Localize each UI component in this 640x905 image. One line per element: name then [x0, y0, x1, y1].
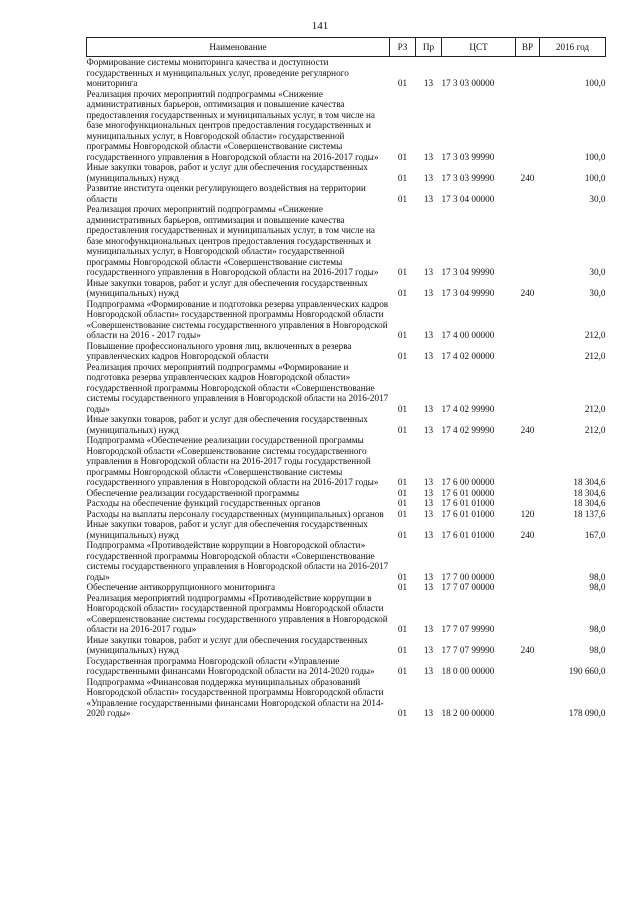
row-vr: 120 — [520, 508, 535, 519]
row-rz: 01 — [397, 151, 408, 162]
table-row — [87, 89, 606, 163]
row-pr: 13 — [423, 288, 434, 298]
row-rz: 01 — [397, 508, 408, 519]
row-name: Иные закупки товаров, работ и услуг для обеспечения государственных (муниципальных) нужд — [86, 519, 368, 540]
row-vr — [516, 341, 540, 362]
row-vr — [516, 677, 540, 719]
row-rz: 01 — [397, 172, 408, 183]
table-row — [87, 635, 606, 656]
row-cst: 17 4 02 99990 — [441, 424, 495, 435]
row-pr: 13 — [423, 529, 434, 540]
row-vr: 240 — [520, 529, 535, 540]
row-vr — [516, 540, 540, 582]
row-name: Иные закупки товаров, работ и услуг для обеспечения государственных (муниципальных) нужд — [86, 414, 368, 435]
row-vr — [516, 656, 540, 677]
row-vr — [516, 204, 540, 278]
table-row — [87, 498, 606, 509]
row-amount: 98,0 — [589, 582, 606, 592]
row-cst: 17 6 01 01000 — [441, 508, 495, 519]
row-cst: 17 4 02 99990 — [441, 403, 495, 414]
row-amount: 212,0 — [584, 330, 606, 340]
row-pr: 13 — [423, 582, 434, 592]
row-amount: 212,0 — [584, 403, 606, 414]
row-vr — [516, 57, 540, 89]
page-number: 141 — [311, 20, 329, 32]
row-name: Реализация прочих мероприятий подпрограммы «Формирование и подготовка резерва управленческих кадров Новгородской области» государственной программы Новгородской области «Совершенствование системы государственного управления в Новгородской области на 2016-2017 годы» — [86, 361, 389, 414]
table-body — [87, 57, 606, 719]
row-rz: 01 — [397, 403, 408, 414]
header-rz: РЗ — [390, 38, 416, 57]
row-vr — [516, 183, 540, 204]
row-cst: 17 3 04 99990 — [441, 267, 495, 277]
row-name: Формирование системы мониторинга качества и доступности государственных и муниципальных услуг, проведение регулярного мониторинга — [86, 57, 349, 88]
table-row — [87, 435, 606, 488]
row-cst: 17 3 03 99990 — [441, 151, 495, 162]
row-cst: 17 7 07 99990 — [441, 645, 495, 655]
table-row — [87, 540, 606, 582]
table-row — [87, 162, 606, 183]
row-rz: 01 — [397, 424, 408, 435]
row-amount: 30,0 — [589, 288, 606, 298]
row-name: Повышение профессионального уровня лиц, включенных в резерва управленческих кадров Новгородской области — [86, 340, 352, 361]
row-cst: 17 4 02 00000 — [441, 351, 495, 361]
row-name: Развитие института оценки регулирующего воздействия на территории области — [86, 183, 366, 204]
table-row — [87, 677, 606, 719]
row-cst: 17 3 04 00000 — [441, 193, 495, 204]
row-rz: 01 — [397, 288, 408, 298]
row-name: Иные закупки товаров, работ и услуг для обеспечения государственных (муниципальных) нужд — [86, 634, 368, 655]
row-pr: 13 — [423, 624, 434, 634]
table-header — [87, 38, 606, 57]
row-rz: 01 — [397, 708, 408, 718]
row-pr: 13 — [423, 508, 434, 519]
row-rz: 01 — [397, 624, 408, 634]
header-cst: ЦСТ — [442, 38, 516, 57]
row-amount: 100,0 — [584, 172, 606, 183]
row-vr — [516, 299, 540, 341]
table-row — [87, 299, 606, 341]
row-rz: 01 — [397, 645, 408, 655]
table-row — [87, 341, 606, 362]
table-row — [87, 656, 606, 677]
row-name: Подпрограмма «Противодействие коррупции в Новгородской области» государственной программы Новгородской области «Совершенствование системы государственного управления в Новгородской области на 2016-2017 годы» — [86, 540, 389, 582]
table-row — [87, 488, 606, 499]
row-vr — [516, 362, 540, 415]
table-row — [87, 204, 606, 278]
row-vr: 240 — [520, 172, 535, 183]
row-name: Реализация мероприятий подпрограммы «Противодействие коррупции в Новгородской области» государственной программы Новгородской области «Совершенствование системы государственного управления в Новгородской области на 2016-2017 годы» — [86, 592, 388, 634]
row-name: Государственная программа Новгородской области «Управление государственными финансами Новгородской области на 2014-2020 годы» — [86, 655, 375, 676]
row-rz: 01 — [397, 330, 408, 340]
row-rz: 01 — [397, 267, 408, 277]
budget-table — [86, 37, 606, 719]
row-pr: 13 — [423, 403, 434, 414]
row-amount: 178 090,0 — [568, 708, 606, 718]
row-name: Обеспечение антикоррупционного мониторинга — [86, 582, 276, 592]
row-rz: 01 — [397, 477, 408, 487]
row-amount: 212,0 — [584, 351, 606, 361]
row-vr: 240 — [520, 645, 535, 655]
row-pr: 13 — [423, 645, 434, 655]
row-name: Иные закупки товаров, работ и услуг для обеспечения государственных (муниципальных) нужд — [86, 162, 368, 183]
header-year: 2016 год — [540, 38, 606, 57]
row-cst: 17 6 00 00000 — [441, 477, 495, 487]
row-pr: 13 — [423, 571, 434, 582]
table-row — [87, 582, 606, 593]
row-vr — [516, 488, 540, 499]
row-vr — [516, 582, 540, 593]
row-pr: 13 — [423, 666, 434, 676]
row-pr: 13 — [423, 151, 434, 162]
row-pr: 13 — [423, 708, 434, 718]
row-amount: 18 304,6 — [573, 477, 606, 487]
row-pr: 13 — [423, 487, 434, 498]
table-row — [87, 57, 606, 89]
row-name: Расходы на обеспечение функций государственных органов — [86, 498, 321, 508]
row-pr: 13 — [423, 330, 434, 340]
row-amount: 100,0 — [584, 78, 606, 88]
row-amount: 30,0 — [589, 193, 606, 204]
row-name: Реализация прочих мероприятий подпрограммы «Снижение административных барьеров, оптимизация и повышение качества предоставления государственных и муниципальных услуг, в том числе на базе многофункциональных центров предоставления государственных и муниципальных услуг, в Новгородской области» государственной программы Новгородской области «Совершенствование системы государственного управления в Новгородской области на 2016-2017 годы» — [86, 88, 379, 162]
row-vr — [516, 593, 540, 635]
row-cst: 18 2 00 00000 — [441, 708, 495, 718]
row-vr — [516, 498, 540, 509]
row-cst: 17 3 03 99990 — [441, 172, 495, 183]
row-pr: 13 — [423, 498, 434, 508]
row-cst: 17 3 04 99990 — [441, 288, 495, 298]
table-row — [87, 278, 606, 299]
row-pr: 13 — [423, 78, 434, 88]
row-pr: 13 — [423, 477, 434, 487]
table-row — [87, 509, 606, 520]
row-pr: 13 — [423, 193, 434, 204]
row-amount: 98,0 — [589, 645, 606, 655]
row-name: Расходы на выплаты персоналу государственных (муниципальных) органов — [86, 508, 384, 519]
row-cst: 17 6 01 01000 — [441, 529, 495, 540]
row-pr: 13 — [423, 172, 434, 183]
table-row — [87, 593, 606, 635]
row-vr: 240 — [520, 424, 535, 435]
row-rz: 01 — [397, 351, 408, 361]
header-name: Наименование — [87, 38, 390, 57]
row-rz: 01 — [397, 193, 408, 204]
row-rz: 01 — [397, 529, 408, 540]
row-cst: 17 6 01 00000 — [441, 487, 495, 498]
row-rz: 01 — [397, 571, 408, 582]
row-vr: 240 — [520, 288, 535, 298]
row-amount: 18 304,6 — [573, 498, 606, 508]
row-cst: 17 3 03 00000 — [441, 78, 495, 88]
row-rz: 01 — [397, 582, 408, 592]
row-amount: 18 304,6 — [573, 487, 606, 498]
row-cst: 17 7 00 00000 — [441, 571, 495, 582]
row-cst: 17 6 01 01000 — [441, 498, 495, 508]
row-name: Иные закупки товаров, работ и услуг для обеспечения государственных (муниципальных) нужд — [86, 277, 368, 298]
row-amount: 98,0 — [589, 624, 606, 634]
row-rz: 01 — [397, 498, 408, 508]
row-pr: 13 — [423, 424, 434, 435]
row-name: Подпрограмма «Формирование и подготовка резерва управленческих кадров Новгородской области» государственной программы Новгородской области «Совершенствование системы государственного управления в Новгородской области на 2016 - 2017 годы» — [86, 298, 389, 340]
row-pr: 13 — [423, 267, 434, 277]
row-cst: 17 4 00 00000 — [441, 330, 495, 340]
row-amount: 190 660,0 — [568, 666, 606, 676]
table-row — [87, 519, 606, 540]
row-rz: 01 — [397, 487, 408, 498]
row-vr — [516, 435, 540, 488]
row-name: Подпрограмма «Финансовая поддержка муниципальных образований Новгородской области» государственной программы Новгородской области «Управление государственными финансами Новгородской области на 2014-2020 годы» — [86, 676, 384, 718]
row-name: Подпрограмма «Обеспечение реализации государственной программы Новгородской области «Совершенствование системы государственного управления в Новгородской области на 2016-2017 годы государственной программы Новгородской области «Совершенствование системы государственного управления в Новгородской области на 2016-2017 годы» — [86, 435, 379, 487]
row-amount: 98,0 — [589, 571, 606, 582]
row-name: Обеспечение реализации государственной программы — [86, 487, 300, 498]
table-row — [87, 362, 606, 415]
row-cst: 17 7 07 00000 — [441, 582, 495, 592]
header-vr: ВР — [516, 38, 540, 57]
row-rz: 01 — [397, 78, 408, 88]
row-cst: 17 7 07 99990 — [441, 624, 495, 634]
row-amount: 30,0 — [589, 267, 606, 277]
table-row — [87, 414, 606, 435]
row-vr — [516, 89, 540, 163]
row-amount: 100,0 — [584, 151, 606, 162]
row-pr: 13 — [423, 351, 434, 361]
table-row — [87, 183, 606, 204]
header-pr: Пр — [416, 38, 442, 57]
row-rz: 01 — [397, 666, 408, 676]
row-amount: 167,0 — [584, 529, 606, 540]
row-name: Реализация прочих мероприятий подпрограммы «Снижение административных барьеров, оптимизация и повышение качества предоставления государственных и муниципальных услуг, в том числе на базе многофункциональных центров предоставления государственных и муниципальных услуг, в Новгородской области» государственной программы Новгородской области «Совершенствование системы государственного управления в Новгородской области на 2016-2017 годы» — [86, 204, 379, 277]
row-cst: 18 0 00 00000 — [441, 666, 495, 676]
row-amount: 212,0 — [584, 424, 606, 435]
row-amount: 18 137,6 — [573, 508, 606, 519]
